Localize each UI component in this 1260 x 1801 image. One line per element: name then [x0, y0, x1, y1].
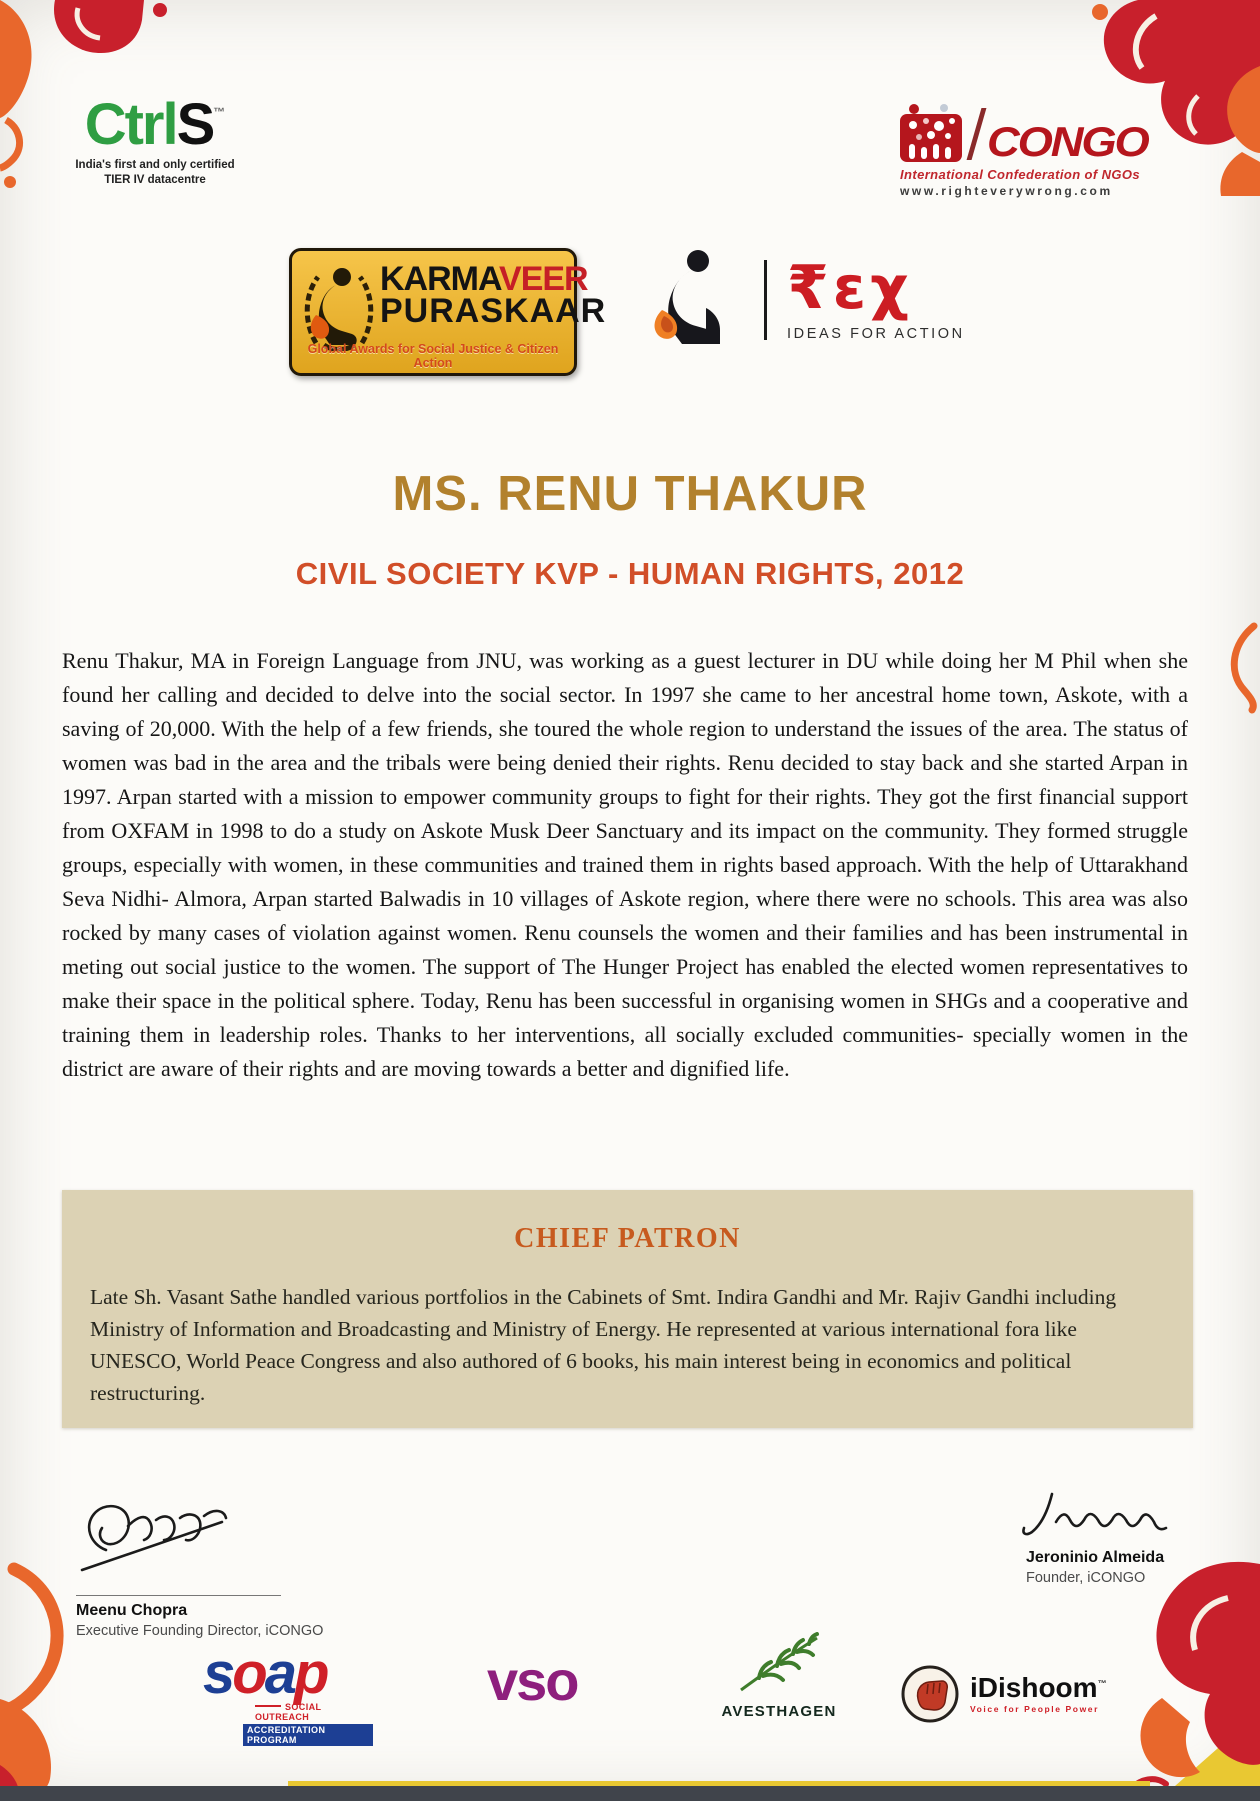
meenu-chopra-signature-icon	[72, 1492, 312, 1584]
icongo-tagline: International Confederation of NGOs	[900, 167, 1141, 182]
idishoom-tagline: Voice for People Power	[970, 1704, 1100, 1714]
vso-wordmark: vso	[487, 1649, 578, 1712]
signature-block-left	[72, 1492, 402, 1639]
soap-wordmark	[203, 1641, 373, 1706]
avesthagen-branch-icon	[733, 1632, 825, 1694]
karmaveer-karma: KARMA	[380, 260, 500, 298]
chief-patron-box	[62, 1190, 1193, 1428]
signature-rule	[76, 1595, 281, 1596]
signature-block-right	[1022, 1486, 1212, 1586]
soap-letter: o	[232, 1641, 265, 1706]
soap-logo	[203, 1641, 373, 1748]
icongo-logo	[900, 104, 1190, 198]
signatory-role-left: Executive Founding Director, iCONGO	[76, 1623, 324, 1639]
right-edge-swirl-ornament	[1220, 622, 1260, 714]
rex-text	[787, 253, 965, 342]
karmaveer-ribbon: Global Awards for Social Justice & Citizen Action	[307, 342, 559, 370]
icongo-wordmark: CONGO	[987, 118, 1148, 166]
ctrls-tagline	[60, 158, 250, 188]
idishoom-fist-icon	[900, 1664, 960, 1724]
signatory-name-left: Meenu Chopra	[76, 1602, 188, 1619]
karmaveer-puraskaar-badge	[289, 248, 607, 376]
soap-letter: a	[264, 1641, 294, 1706]
ctrls-wordmark-black: S	[176, 92, 214, 157]
ctrls-wordmark-green: Ctrl	[84, 92, 177, 157]
soap-subtitle-line2: ACCREDITATION PROGRAM	[243, 1724, 373, 1746]
rex-logo	[648, 248, 965, 352]
trademark-symbol: ™	[1097, 1678, 1107, 1689]
soap-letter: s	[203, 1641, 233, 1706]
idishoom-text	[970, 1674, 1107, 1714]
rex-divider	[764, 260, 767, 340]
idishoom-name: iDishoom	[970, 1672, 1098, 1703]
rex-tagline: IDEAS FOR ACTION	[787, 326, 965, 342]
icongo-people-tile-icon	[900, 104, 966, 162]
chief-patron-text: Late Sh. Vasant Sathe handled various portfolios in the Cabinets of Smt. Indira Gandhi and Mr. Rajiv Gandhi including Ministry of Information and Broadcasting and Ministry of Energy. He represented at various international fora like UNESCO, World Peace Congress and also authored of 6 books, his main interest being in economics and political restructuring.	[90, 1285, 1117, 1405]
avesthagen-logo	[694, 1632, 864, 1720]
signatory-name-right: Jeroninio Almeida	[1026, 1549, 1165, 1566]
ctrls-logo	[60, 92, 250, 188]
icongo-slash-divider	[967, 108, 987, 160]
soap-subtitle-line1: SOCIAL OUTREACH	[255, 1702, 373, 1722]
ctrls-tagline-line2: TIER IV datacentre	[104, 173, 206, 186]
signatory-role-right: Founder, iCONGO	[1026, 1570, 1146, 1586]
karmaveer-title-line2: PURASKAAR	[380, 292, 607, 331]
avesthagen-wordmark: AVESTHAGEN	[721, 1703, 837, 1720]
kneeling-figure-flame-icon	[648, 248, 744, 352]
bottom-dark-strip	[0, 1786, 1260, 1801]
vso-logo	[487, 1649, 578, 1712]
chief-patron-heading: CHIEF PATRON	[514, 1223, 741, 1254]
award-category-subtitle: CIVIL SOCIETY KVP - HUMAN RIGHTS, 2012	[295, 556, 965, 591]
karmaveer-veer: VEER	[499, 260, 588, 298]
jeroninio-signature-icon	[1022, 1486, 1192, 1544]
rex-wordmark: ₹εχ	[787, 253, 913, 323]
idishoom-wordmark	[970, 1674, 1107, 1702]
ctrls-wordmark	[60, 92, 250, 157]
laurel-kneeling-figure-icon	[300, 259, 378, 351]
icongo-logo-row	[900, 104, 1190, 166]
soap-letter: p	[293, 1641, 327, 1706]
icongo-url: www.righteverywrong.com	[900, 184, 1113, 198]
karmaveer-text	[380, 260, 607, 331]
karmaveer-title-line1	[380, 260, 606, 298]
citation-paragraph: Renu Thakur, MA in Foreign Language from JNU, was working as a guest lecturer in DU while doing her M Phil when she found her calling and decided to delve into the social sector. In 1997 she came to her ancestral home town, Askote, with a saving of 20,000. With the help of a few friends, she toured the whole region to understand the issues of the area. The status of women was bad in the area and the tribals were being denied their rights. Renu decided to stay back and she started Arpan in 1997. Arpan started with a mission to empower community groups to fight for their rights. They got the first financial support from OXFAM in 1998 to do a study on Askote Musk Deer Sanctuary and its impact on the community. They formed struggle groups, especially with women, in these communities and trained them in rights based approach. With the help of Uttarakhand Seva Nidhi- Almora, Arpan started Balwadis in 10 villages of Askote region, where there were no schools. This area was also rocked by many cases of violation against women. Renu counsels the women and their families and has been instrumental in meting out social justice to the women. The support of The Hunger Project has enabled the elected women representatives to make their space in the political sphere. Today, Renu has been successful in organising women in SHGs and a cooperative and training them in leadership roles. Thanks to her interventions, all socially excluded communities- specially women in the district are aware of their rights and are moving towards a better and dignified life.	[62, 648, 1188, 1081]
ctrls-tagline-line1: India's first and only certified	[75, 159, 235, 171]
trademark-symbol: ™	[213, 105, 226, 119]
awardee-name-title: MS. RENU THAKUR	[392, 467, 868, 521]
idishoom-logo	[900, 1664, 1107, 1724]
